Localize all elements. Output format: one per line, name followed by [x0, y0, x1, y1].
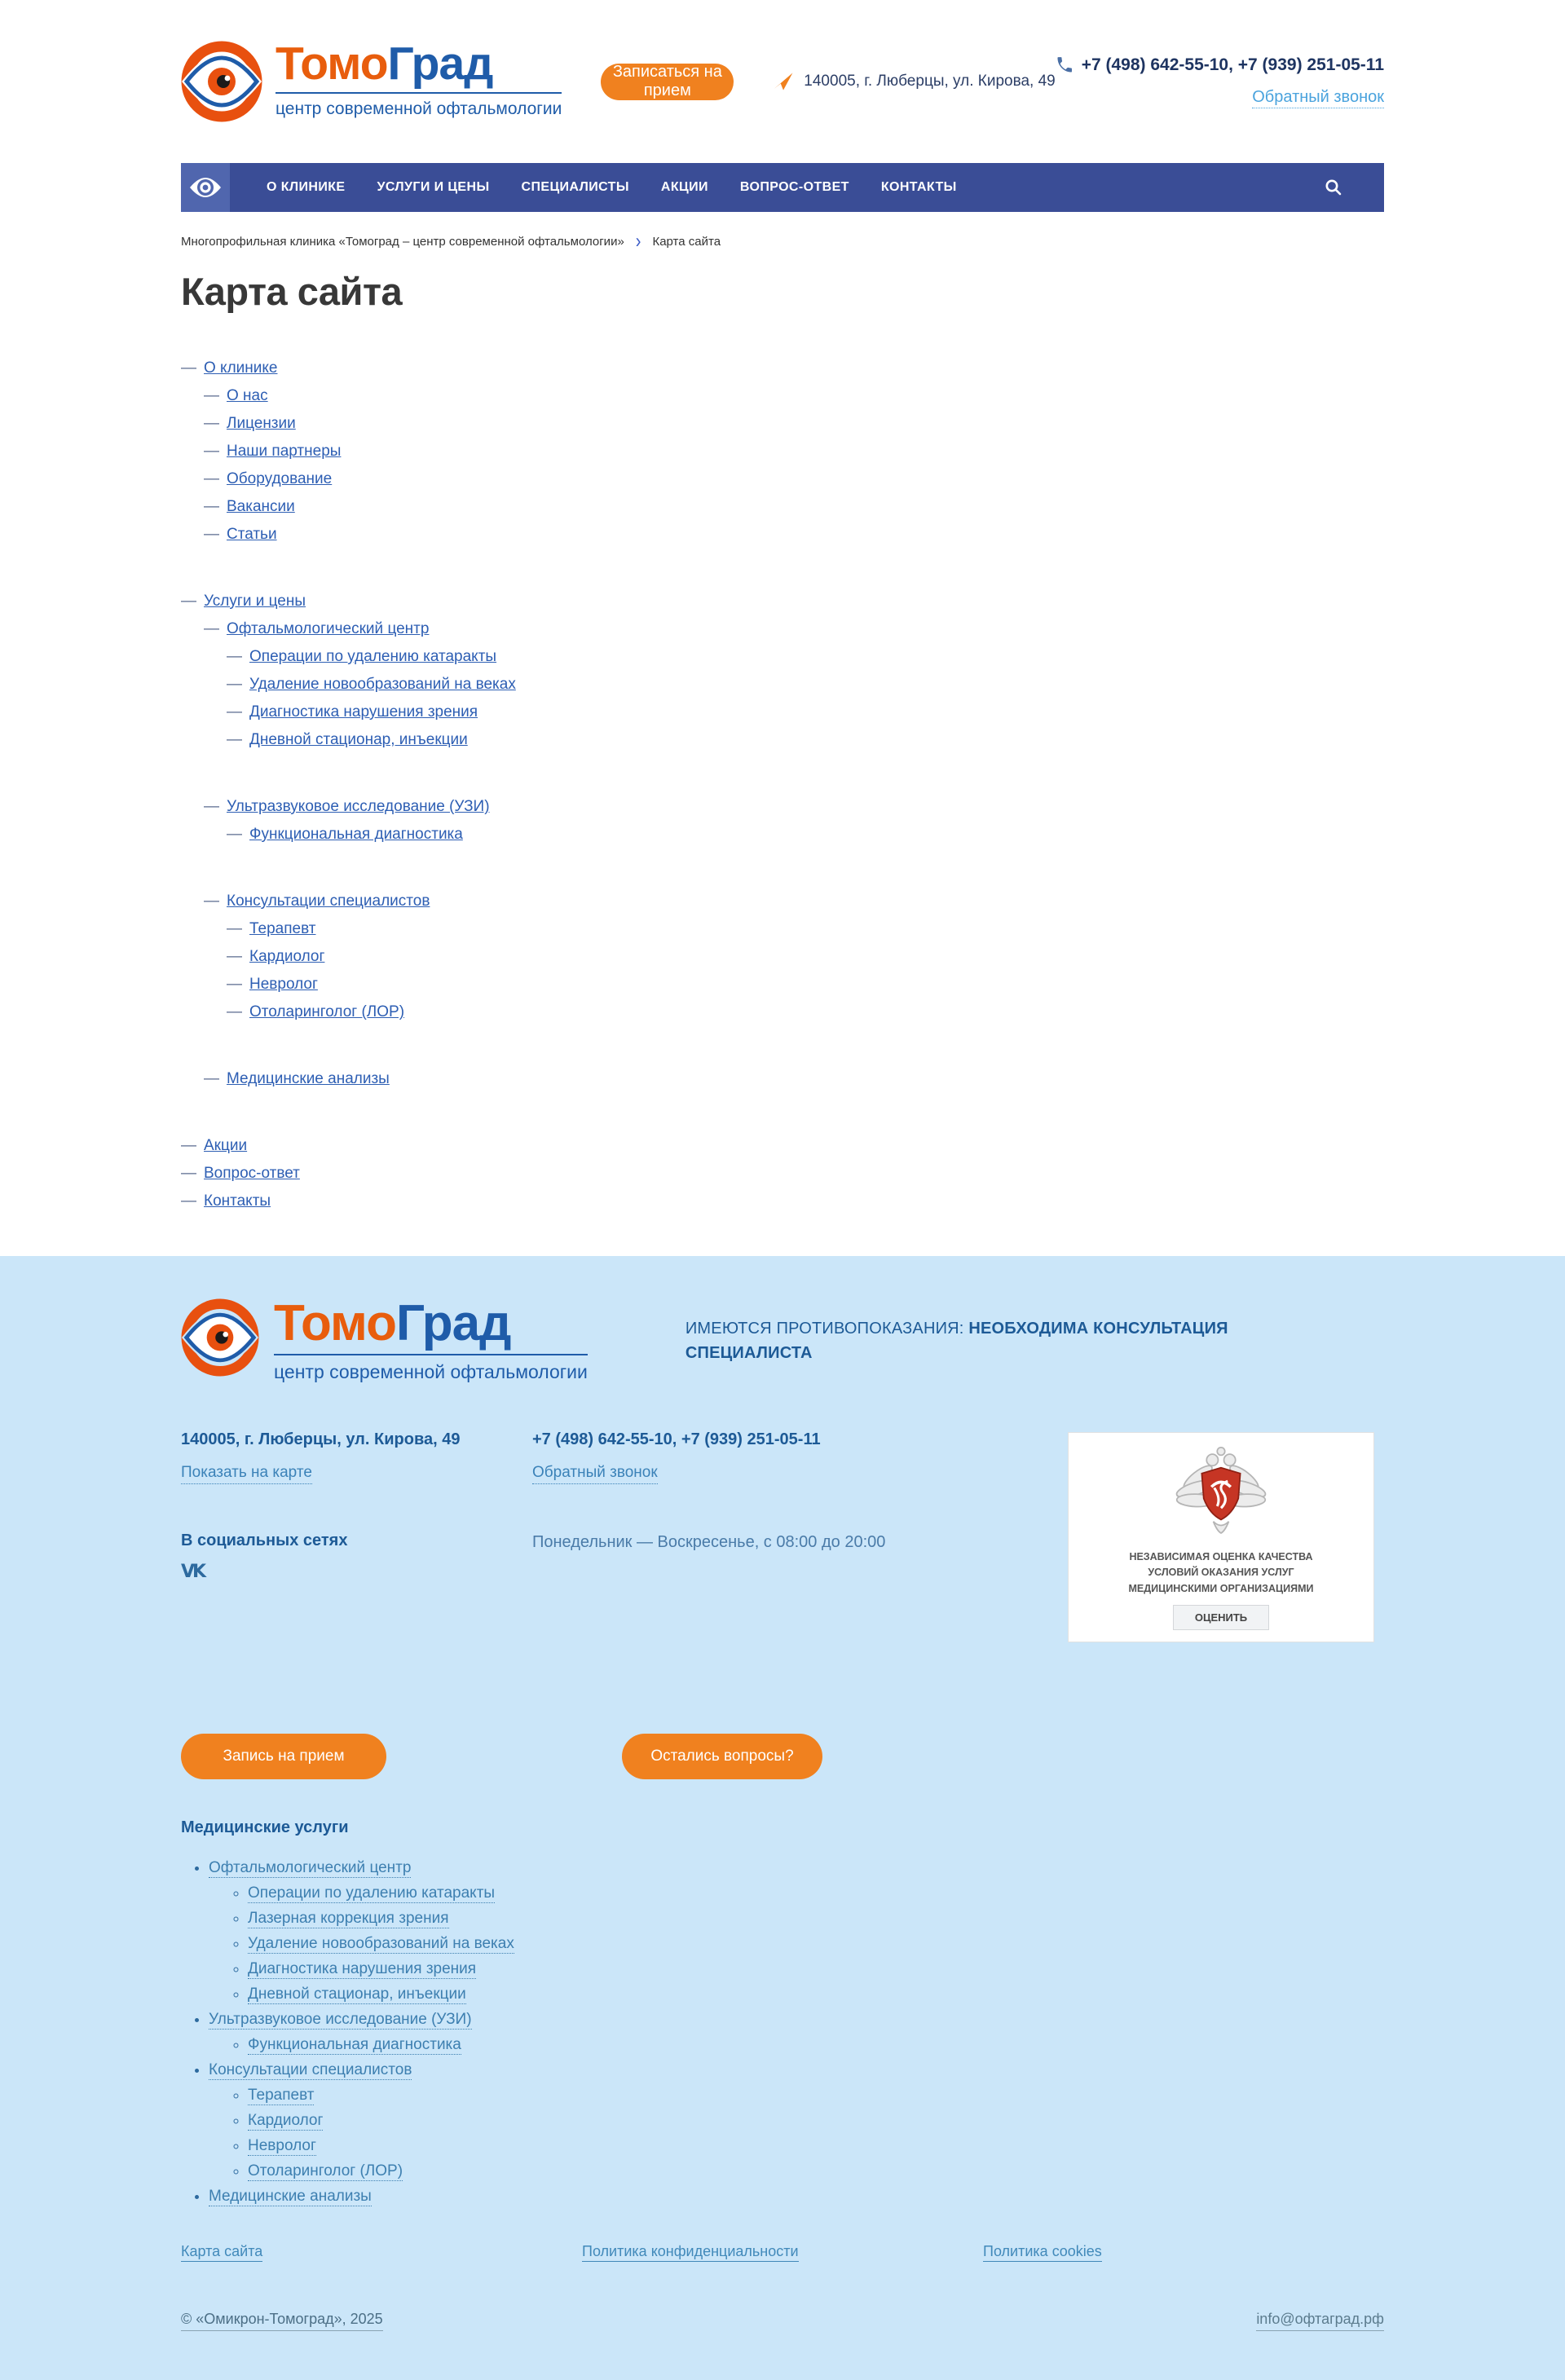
sitemap-item: [227, 915, 1384, 943]
sitemap-link[interactable]: Контакты: [204, 1192, 271, 1210]
nav-home-button[interactable]: [181, 163, 230, 212]
list-item: [209, 2184, 1384, 2209]
footer-callback-link[interactable]: Обратный звонок: [532, 1464, 658, 1484]
dash-marker: —: [204, 798, 219, 815]
sitemap-item: [227, 821, 1384, 848]
sitemap-item: [227, 643, 1384, 671]
sitemap-item: [204, 493, 1384, 521]
sitemap-item: [204, 521, 1384, 549]
cookies-policy-link[interactable]: Политика cookies: [983, 2243, 1102, 2262]
svg-text:VK: VK: [181, 1562, 205, 1581]
sitemap-item: [204, 888, 1384, 1026]
logo-title: ТомоГрад: [276, 37, 493, 90]
breadcrumb: [181, 230, 1384, 253]
sitemap-link[interactable]: Услуги и цены: [204, 593, 306, 610]
sitemap-tree: [181, 355, 1384, 1256]
sitemap-item: [181, 1188, 1384, 1215]
sitemap-item: [181, 1160, 1384, 1188]
sitemap-item: [227, 998, 1384, 1026]
service-link[interactable]: Дневной стационар, инъекции: [248, 1986, 466, 2003]
sitemap-item: [204, 465, 1384, 493]
service-link[interactable]: Кардиолог: [248, 2112, 324, 2129]
list-item: [209, 1855, 1384, 2007]
logo-subtitle: центр современной офтальмологии: [276, 92, 562, 119]
site-footer: [0, 1256, 1565, 2380]
dash-marker: —: [181, 1165, 196, 1182]
sitemap-link[interactable]: Отоларинголог (ЛОР): [249, 1003, 405, 1020]
eye-logo-icon: [181, 1298, 259, 1377]
dash-marker: —: [204, 526, 219, 543]
vk-icon: [181, 1562, 210, 1581]
email-link[interactable]: info@офтаград.рф: [1256, 2311, 1384, 2331]
site-header: [181, 0, 1384, 163]
nav-item-about[interactable]: О КЛИНИКЕ: [267, 180, 346, 194]
list-item: [248, 1880, 1384, 1906]
sitemap-item: [204, 410, 1384, 438]
sitemap-link[interactable]: О нас: [227, 387, 268, 404]
sitemap-item: [204, 1065, 1384, 1093]
search-button[interactable]: [1324, 178, 1343, 197]
nav-item-promos[interactable]: АКЦИИ: [660, 180, 708, 194]
service-link[interactable]: Медицинские анализы: [209, 2188, 372, 2205]
sitemap-link[interactable]: Акции: [204, 1137, 248, 1154]
service-link[interactable]: Консультации специалистов: [209, 2061, 412, 2078]
service-link[interactable]: Офтальмологический центр: [209, 1859, 412, 1876]
footer-address: 140005, г. Люберцы, ул. Кирова, 49: [181, 1430, 461, 1448]
dash-marker: —: [227, 731, 242, 748]
sitemap-item: [227, 971, 1384, 998]
list-item: [248, 2133, 1384, 2158]
service-link[interactable]: Ультразвуковое исследование (УЗИ): [209, 2011, 472, 2028]
search-icon: [1324, 178, 1343, 197]
sitemap-item: [204, 615, 1384, 754]
service-link[interactable]: Функциональная диагностика: [248, 2036, 461, 2053]
main-nav: [181, 163, 1384, 212]
sitemap-item: [204, 438, 1384, 465]
list-item: [248, 1956, 1384, 1981]
header-address: 140005, г. Люберцы, ул. Кирова, 49: [773, 71, 1055, 92]
list-item: [209, 2057, 1384, 2184]
sitemap-link[interactable]: Наши партнеры: [227, 443, 342, 460]
sitemap-item: [181, 588, 1384, 1093]
contraindications-disclaimer: ИМЕЮТСЯ ПРОТИВОПОКАЗАНИЯ: НЕОБХОДИМА КОНСУЛЬТАЦИЯ СПЕЦИАЛИСТА: [685, 1320, 1228, 1362]
sitemap-link[interactable]: Невролог: [249, 976, 318, 993]
sitemap-link[interactable]: Функциональная диагностика: [249, 826, 463, 843]
dash-marker: —: [204, 415, 219, 432]
list-item: [248, 2032, 1384, 2057]
footer-phones[interactable]: +7 (498) 642-55-10, +7 (939) 251-05-11: [532, 1430, 821, 1448]
working-hours: Понедельник — Воскресенье, с 08:00 до 20:00: [532, 1533, 886, 1551]
phone-icon: [1056, 56, 1073, 74]
sitemap-link[interactable]: Вакансии: [227, 498, 295, 515]
sitemap-link[interactable]: Статьи: [227, 526, 277, 543]
dash-marker: —: [227, 920, 242, 937]
dash-marker: —: [181, 359, 196, 377]
dash-marker: —: [204, 443, 219, 460]
dash-marker: —: [204, 387, 219, 404]
sitemap-link[interactable]: Оборудование: [227, 470, 333, 487]
eye-icon: [189, 177, 222, 198]
quality-assessment-text: НЕЗАВИСИМАЯ ОЦЕНКА КАЧЕСТВА УСЛОВИЙ ОКАЗАНИЯ УСЛУГ МЕДИЦИНСКИМИ ОРГАНИЗАЦИЯМИ: [1128, 1551, 1314, 1594]
footer-links-row: [181, 2243, 1384, 2260]
sitemap-link[interactable]: Операции по удалению катаракты: [249, 648, 497, 665]
service-link[interactable]: Диагностика нарушения зрения: [248, 1960, 477, 1977]
footer-logo[interactable]: [181, 1295, 588, 1383]
sitemap-item: [227, 726, 1384, 754]
nav-item-services[interactable]: УСЛУГИ И ЦЕНЫ: [377, 180, 490, 194]
eye-logo-icon: [181, 41, 262, 122]
sitemap-footer-link[interactable]: Карта сайта: [181, 2243, 262, 2262]
services-heading: Медицинские услуги: [181, 1818, 349, 1836]
footer-services-list: [181, 1855, 1384, 2209]
social-heading: В социальных сетях: [181, 1532, 348, 1549]
privacy-policy-link[interactable]: Политика конфиденциальности: [582, 2243, 799, 2262]
appointment-button[interactable]: Записаться на прием: [601, 64, 734, 100]
breadcrumb-current: Карта сайта: [652, 234, 721, 249]
sitemap-link[interactable]: Консультации специалистов: [227, 892, 430, 910]
list-item: [248, 2108, 1384, 2133]
copyright[interactable]: © «Омикрон-Томоград», 2025: [181, 2311, 383, 2331]
service-link[interactable]: Лазерная коррекция зрения: [248, 1910, 449, 1927]
nav-item-specialists[interactable]: СПЕЦИАЛИСТЫ: [521, 180, 629, 194]
service-link[interactable]: Терапевт: [248, 2087, 315, 2104]
site-logo[interactable]: [181, 37, 562, 122]
dash-marker: —: [181, 593, 196, 610]
sitemap-item: [227, 671, 1384, 699]
sitemap-link[interactable]: О клинике: [204, 359, 278, 377]
sitemap-item: [181, 1132, 1384, 1160]
sitemap-item: [204, 793, 1384, 848]
footer-appointment-button[interactable]: Запись на прием: [181, 1734, 386, 1779]
list-item: [248, 2158, 1384, 2184]
breadcrumb-home-link[interactable]: Многопрофильная клиника «Томоград – центр современной офтальмологии»: [181, 234, 624, 249]
sitemap-link[interactable]: Офтальмологический центр: [227, 620, 430, 637]
rate-button[interactable]: ОЦЕНИТЬ: [1173, 1605, 1269, 1630]
sitemap-link[interactable]: Диагностика нарушения зрения: [249, 703, 478, 721]
roszdravnadzor-emblem: [1172, 1443, 1270, 1539]
sitemap-link[interactable]: Лицензии: [227, 415, 296, 432]
dash-marker: —: [227, 826, 242, 843]
sitemap-link[interactable]: Ультразвуковое исследование (УЗИ): [227, 798, 490, 815]
dash-marker: —: [181, 1137, 196, 1154]
list-item: [248, 2082, 1384, 2108]
dash-marker: —: [204, 470, 219, 487]
dash-marker: —: [227, 648, 242, 665]
service-link[interactable]: Отоларинголог (ЛОР): [248, 2162, 403, 2179]
dash-marker: —: [227, 948, 242, 965]
service-link[interactable]: Операции по удалению катаракты: [248, 1884, 496, 1902]
questions-button[interactable]: Остались вопросы?: [622, 1734, 822, 1779]
dash-marker: —: [204, 498, 219, 515]
logo-subtitle: центр современной офтальмологии: [274, 1354, 588, 1383]
vk-social-link[interactable]: [181, 1562, 210, 1581]
list-item: [248, 1931, 1384, 1956]
list-item: [209, 2007, 1384, 2057]
list-item: [248, 1981, 1384, 2007]
breadcrumb-separator-icon: ›: [635, 230, 641, 253]
nav-item-contacts[interactable]: КОНТАКТЫ: [880, 180, 957, 194]
nav-item-faq[interactable]: ВОПРОС-ОТВЕТ: [739, 180, 849, 194]
dash-marker: —: [227, 1003, 242, 1020]
sitemap-item: [227, 943, 1384, 971]
sitemap-link[interactable]: Удаление новообразований на веках: [249, 676, 516, 693]
dash-marker: —: [181, 1192, 196, 1210]
dash-marker: —: [227, 676, 242, 693]
service-link[interactable]: Удаление новообразований на веках: [248, 1935, 514, 1952]
dash-marker: —: [204, 620, 219, 637]
sitemap-link[interactable]: Вопрос-ответ: [204, 1165, 300, 1182]
quality-assessment-widget: [1068, 1432, 1374, 1642]
list-item: [248, 1906, 1384, 1931]
header-phones[interactable]: +7 (498) 642-55-10, +7 (939) 251-05-11: [1056, 55, 1384, 75]
sitemap-item: [227, 699, 1384, 726]
dash-marker: —: [227, 703, 242, 721]
sitemap-item: [181, 355, 1384, 549]
sitemap-link[interactable]: Кардиолог: [249, 948, 325, 965]
callback-link[interactable]: Обратный звонок: [1252, 88, 1384, 108]
service-link[interactable]: Невролог: [248, 2137, 316, 2154]
sitemap-link[interactable]: Дневной стационар, инъекции: [249, 731, 468, 748]
sitemap-link[interactable]: Медицинские анализы: [227, 1070, 390, 1087]
dash-marker: —: [204, 892, 219, 910]
page-title: Карта сайта: [181, 270, 403, 313]
sitemap-link[interactable]: Терапевт: [249, 920, 316, 937]
logo-title: ТомоГрад: [274, 1295, 511, 1351]
dash-marker: —: [204, 1070, 219, 1087]
show-on-map-link[interactable]: Показать на карте: [181, 1464, 312, 1484]
sitemap-item: [204, 382, 1384, 410]
location-icon: [773, 71, 794, 92]
dash-marker: —: [227, 976, 242, 993]
